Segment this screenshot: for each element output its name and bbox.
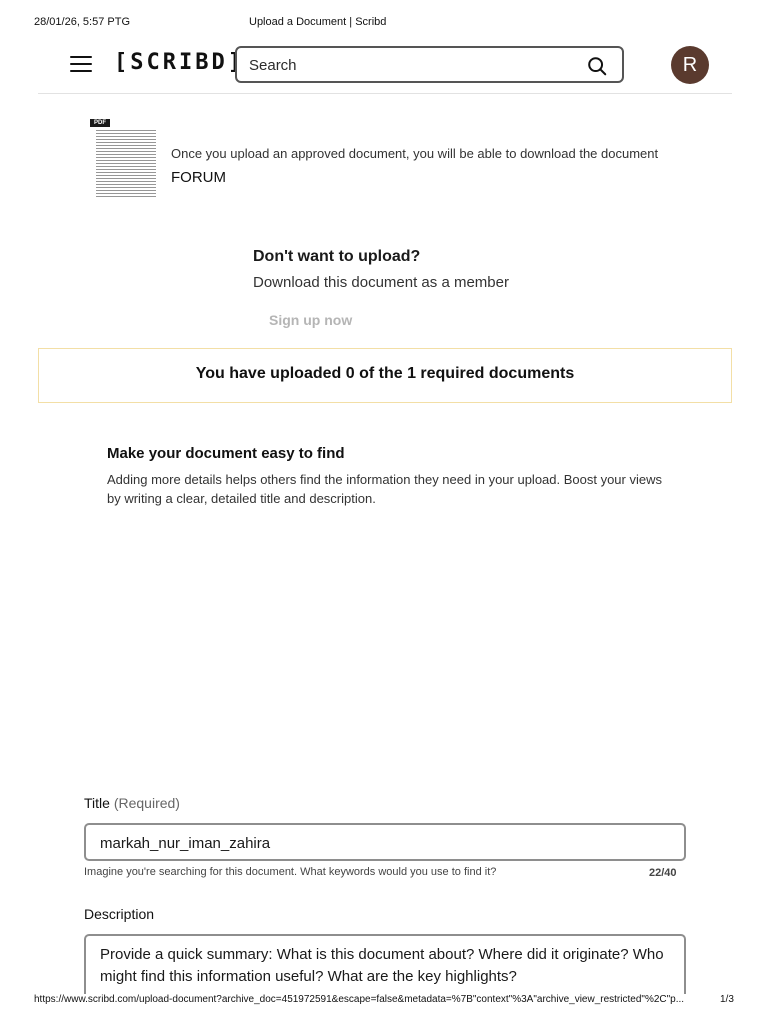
document-name: FORUM [171,169,226,186]
title-hint: Imagine you're searching for this document. What keywords would you use to find it? [84,866,497,878]
print-page-title: Upload a Document | Scribd [249,16,387,28]
upload-progress-message: You have uploaded 0 of the 1 required documents [195,365,575,382]
title-label-text: Title [84,795,110,811]
upload-progress-banner [38,348,732,403]
print-date: 28/01/26, 5:57 PTG [34,16,131,28]
tips-body: Adding more details helps others find the information they need in your upload. Boost your views by writing a clear, detailed title and description. [107,472,662,506]
document-preview-lines [96,129,156,197]
upsell-heading: Don't want to upload? [253,248,421,265]
print-page-number: 1/3 [720,994,734,1005]
title-input[interactable] [100,833,660,853]
discoverability-tips [107,445,667,508]
print-footer [0,994,768,1024]
pdf-badge: PDF [90,119,110,127]
search-input[interactable] [249,54,569,76]
scribd-logo[interactable]: [SCRIBD] [114,50,244,75]
title-field[interactable] [84,823,686,861]
title-character-counter: 22/40 [649,867,677,879]
description-label: Description [84,906,155,922]
top-navigation-bar [38,44,732,94]
upsell-subheading: Download this document as a member [253,274,509,291]
hamburger-menu-icon[interactable] [70,56,92,72]
search-box[interactable] [235,46,624,83]
document-thumbnail [88,115,160,203]
sign-up-button[interactable]: Sign up now [269,312,353,328]
download-notice: Once you upload an approved document, you will be able to download the document [171,146,659,161]
tips-heading: Make your document easy to find [107,445,345,462]
upsell-section [253,248,509,291]
search-icon[interactable] [586,55,608,77]
title-required-marker: (Required) [113,795,180,811]
print-page-title-wrap [0,16,768,28]
user-avatar[interactable]: R [671,46,709,84]
document-card [88,115,708,205]
title-label [84,795,180,811]
print-url: https://www.scribd.com/upload-document?archive_doc=451972591&escape=false&metadata=%7B"context"%3A"archive_view_restricted"%2C"p... [34,994,685,1005]
